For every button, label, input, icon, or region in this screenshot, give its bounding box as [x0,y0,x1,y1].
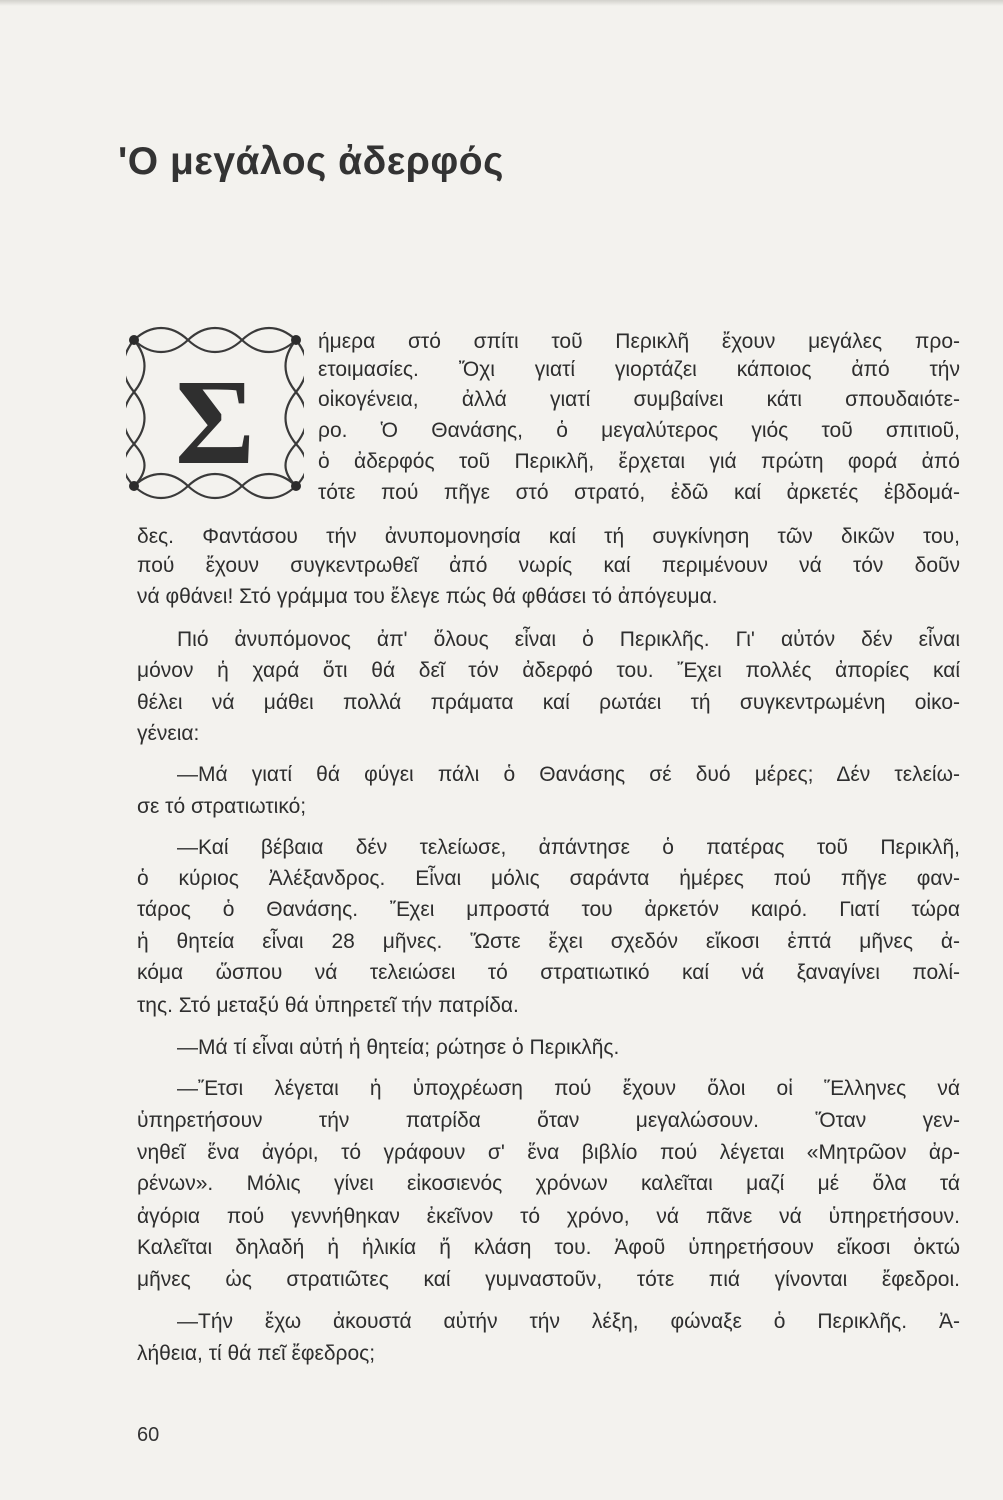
text-line: μόνον ἡ χαρά ὅτι θά δεῖ τόν ἀδερφό του. Ἔχει πολλές ἀπορίες καί [137,659,960,682]
text-line: κόμα ὥσπου νά τελειώσει τό στρατιωτικό καί νά ξαναγίνει πολί- [137,961,960,984]
text-line: ρένων». Μόλις γίνει εἰκοσιενός χρόνων καλεῖται μαζί μέ ὅλα τά [137,1172,960,1195]
text-line: λήθεια, τί θά πεῖ ἔφεδρος; [137,1342,376,1365]
text-line: νά φθάνει! Στό γράμμα του ἔλεγε πώς θά φθάσει τό ἀπόγευμα. [137,585,718,608]
text-line: μῆνες ὡς στρατιῶτες καί γυμναστοῦν, τότε πιά γίνονται ἔφεδροι. [137,1268,960,1291]
text-line: τάρος ὁ Θανάσης. Ἔχει μπροστά του ἀρκετόν καιρό. Γιατί τώρα [137,898,960,921]
text-line: της. Στό μεταξύ θά ὑπηρετεῖ τήν πατρίδα. [137,994,519,1017]
text-line: —Τήν ἔχω ἀκουστά αὐτήν τήν λέξη, φώναξε ὁ Περικλῆς. Ἀ- [177,1310,960,1333]
text-line: ὑπηρετήσουν τήν πατρίδα ὅταν μεγαλώσουν. Ὅταν γεν- [137,1109,960,1132]
text-line: θέλει νά μάθει πολλά πράματα καί ρωτάει τή συγκεντρωμένη οἰκο- [137,691,960,714]
text-line: ρο. Ὁ Θανάσης, ὁ μεγαλύτερος γιός τοῦ σπιτιοῦ, [318,419,960,442]
drop-cap-ornament [126,320,304,506]
ornamental-frame-icon [126,320,304,506]
text-line: τότε πού πῆγε στό στρατό, ἐδῶ καί ἀρκετές ἑβδομά- [318,481,960,504]
page-number: 60 [137,1424,160,1446]
text-line: ἡ θητεία εἶναι 28 μῆνες. Ὥστε ἔχει σχεδόν εἴκοσι ἑπτά μῆνες ἀ- [137,930,960,953]
text-line: —Μά γιατί θά φύγει πάλι ὁ Θανάσης σέ δυό μέρες; Δέν τελείω- [177,763,960,786]
text-line: —Καί βέβαια δέν τελείωσε, ἀπάντησε ὁ πατέρας τοῦ Περικλῆ, [177,836,960,859]
text-line: ήμερα στό σπίτι τοῦ Περικλῆ ἔχουν μεγάλες προ- [318,330,960,353]
text-line: Καλεῖται δηλαδή ἡ ἡλικία ἤ κλάση του. Ἀφοῦ ὑπηρετήσουν εἴκοσι ὀκτώ [137,1236,960,1259]
chapter-title: 'Ο μεγάλος ἀδερφός [118,140,504,183]
text-line: πού ἔχουν συγκεντρωθεῖ ἀπό νωρίς καί περιμένουν νά τόν δοῦν [137,554,960,577]
text-line: νηθεῖ ἕνα ἀγόρι, τό γράφουν σ' ἕνα βιβλίο πού λέγεται «Μητρῶον ἀρ- [137,1141,960,1164]
text-line: Πιό ἀνυπόμονος ἀπ' ὅλους εἶναι ὁ Περικλῆς. Γι' αὐτόν δέν εἶναι [177,628,960,651]
text-line: οἰκογένεια, ἀλλά γιατί συμβαίνει κάτι σπουδαιότε- [318,388,960,411]
text-line: —Ἔτσι λέγεται ἡ ὑποχρέωση πού ἔχουν ὅλοι οἱ Ἕλληνες νά [177,1077,960,1100]
text-line: σε τό στρατιωτικό; [137,795,307,818]
text-line: ὁ ἀδερφός τοῦ Περικλῆ, ἔρχεται γιά πρώτη φορά ἀπό [318,450,960,473]
drop-cap-letter: Σ [175,355,255,490]
page-top-edge [0,0,1003,6]
text-line: ἀγόρια πού γεννήθηκαν ἐκεῖνον τό χρόνο, νά πᾶνε νά ὑπηρετήσουν. [137,1205,960,1228]
text-line: γένεια: [137,722,200,745]
text-line: ὁ κύριος Ἀλέξανδρος. Εἶναι μόλις σαράντα ἡμέρες πού πῆγε φαν- [137,867,960,890]
text-line: ετοιμασίες. Ὄχι γιατί γιορτάζει κάποιος ἀπό τήν [318,358,960,381]
text-line: —Μά τί εἶναι αὐτή ἡ θητεία; ρώτησε ὁ Περικλῆς. [177,1036,620,1059]
text-line: δες. Φαντάσου τήν ἀνυπομονησία καί τή συγκίνηση τῶν δικῶν του, [137,525,960,548]
